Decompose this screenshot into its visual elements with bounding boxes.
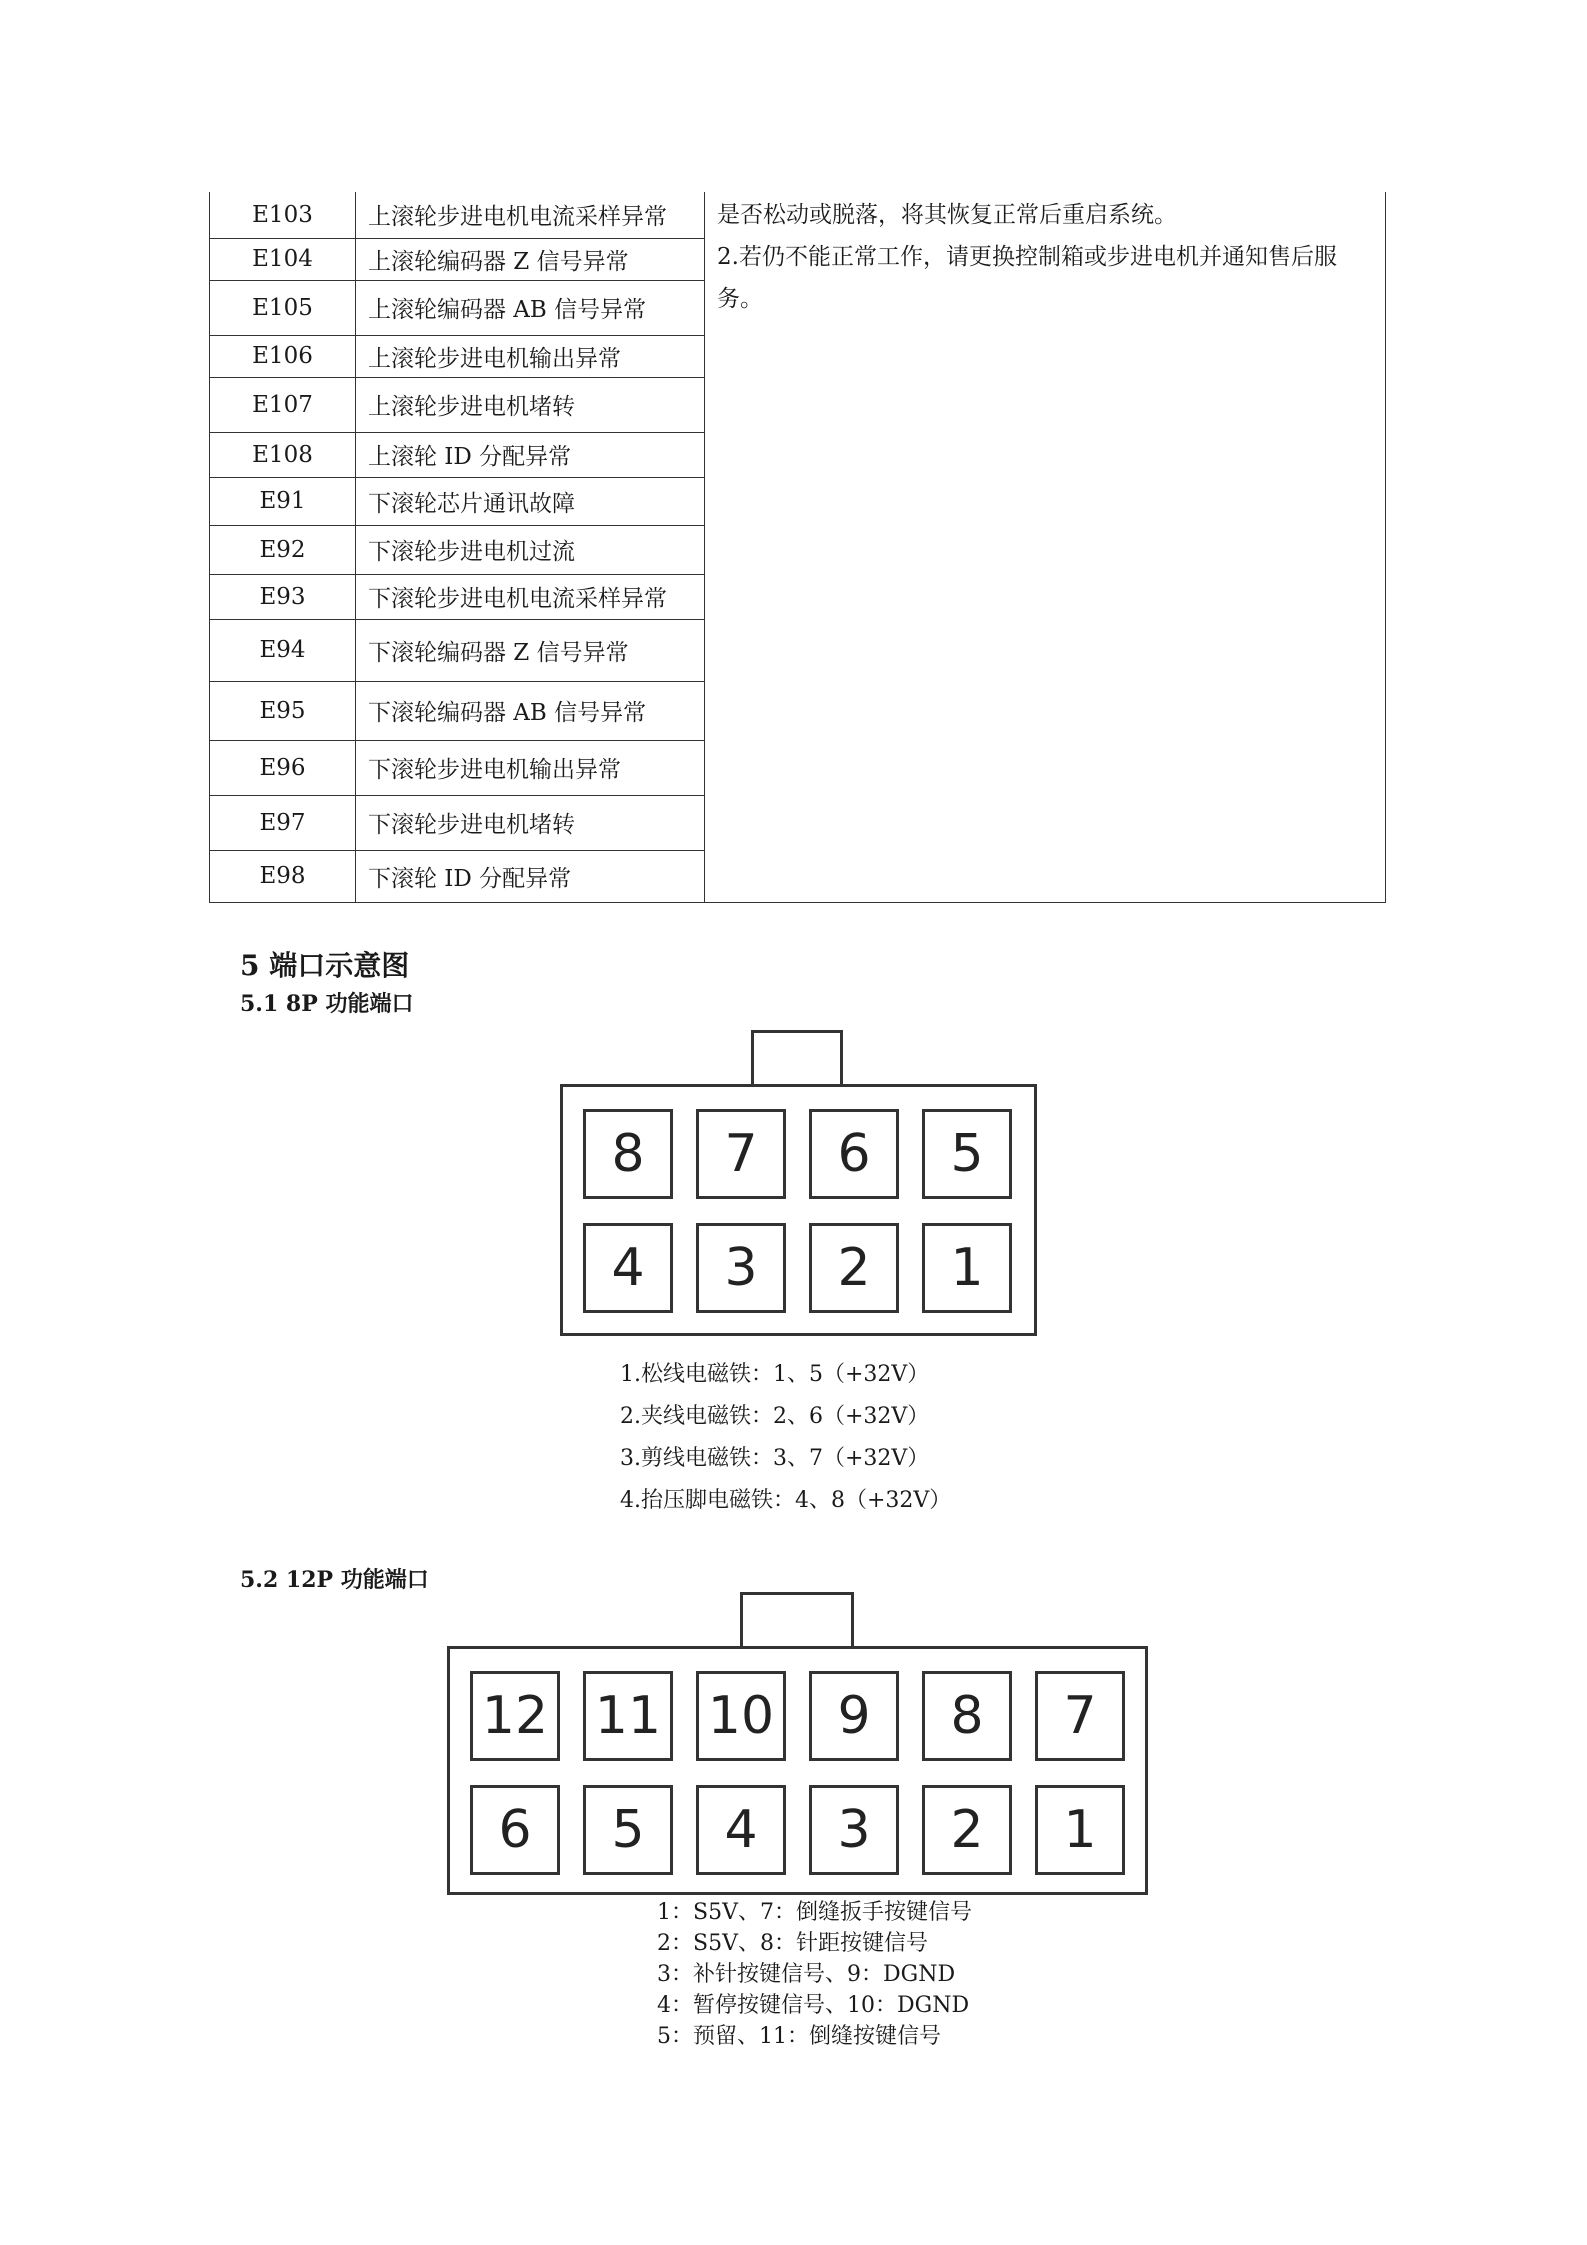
pin-note: 2：S5V、8：针距按键信号	[657, 1931, 928, 1956]
error-code-cell: E93	[210, 574, 356, 619]
port-8p-notes	[620, 1354, 951, 1522]
pin-note: 3：补针按键信号、9：DGND	[657, 1962, 956, 1987]
error-code-cell: E105	[210, 280, 356, 335]
error-code-cell: E98	[210, 850, 356, 902]
error-code-cell: E106	[210, 335, 356, 377]
connector-pin: 7	[696, 1109, 786, 1199]
pin-note: 1.松线电磁铁：1、5（+32V）	[620, 1362, 930, 1387]
connector-pin: 7	[1035, 1671, 1125, 1761]
error-code-cell: E92	[210, 525, 356, 574]
error-description-cell: 下滚轮芯片通讯故障	[356, 477, 705, 525]
error-description-cell: 上滚轮步进电机输出异常	[356, 335, 705, 377]
pin-note: 4：暂停按键信号、10：DGND	[657, 1993, 970, 2018]
connector-pin: 10	[696, 1671, 786, 1761]
connector-pin: 9	[809, 1671, 899, 1761]
connector-pin: 3	[696, 1223, 786, 1313]
port-12p-notes	[657, 1897, 972, 2052]
connector-8p-diagram	[560, 1030, 1037, 1336]
connector-pin: 8	[922, 1671, 1012, 1761]
connector-8p-latch	[751, 1030, 843, 1086]
error-description-cell: 下滚轮步进电机堵转	[356, 795, 705, 850]
connector-pin: 11	[583, 1671, 673, 1761]
connector-pin: 2	[922, 1785, 1012, 1875]
error-code-cell: E96	[210, 740, 356, 795]
connector-12p-latch	[740, 1592, 854, 1648]
connector-pin: 5	[922, 1109, 1012, 1199]
subsection-title-8p: 5.1 8P 功能端口	[240, 991, 414, 1017]
connector-pin: 1	[922, 1223, 1012, 1313]
error-description-cell: 上滚轮 ID 分配异常	[356, 432, 705, 477]
error-code-cell: E107	[210, 377, 356, 432]
connector-pin: 6	[809, 1109, 899, 1199]
error-code-cell: E103	[210, 192, 356, 238]
error-code-cell: E91	[210, 477, 356, 525]
connector-pin: 5	[583, 1785, 673, 1875]
connector-pin: 4	[696, 1785, 786, 1875]
error-description-cell: 下滚轮编码器 Z 信号异常	[356, 619, 705, 681]
error-code-cell: E108	[210, 432, 356, 477]
pin-note: 3.剪线电磁铁：3、7（+32V）	[620, 1446, 930, 1471]
error-description-cell: 上滚轮步进电机电流采样异常	[356, 192, 705, 238]
error-description-cell: 下滚轮编码器 AB 信号异常	[356, 681, 705, 740]
subsection-title-12p: 5.2 12P 功能端口	[240, 1567, 429, 1593]
connector-pin: 8	[583, 1109, 673, 1199]
error-code-table	[209, 192, 1386, 903]
error-description-cell: 下滚轮步进电机过流	[356, 525, 705, 574]
pin-note: 2.夹线电磁铁：2、6（+32V）	[620, 1404, 930, 1429]
pin-note: 4.抬压脚电磁铁：4、8（+32V）	[620, 1488, 952, 1513]
pin-note: 5：预留、11：倒缝按键信号	[657, 2024, 941, 2049]
connector-pin: 1	[1035, 1785, 1125, 1875]
connector-pin: 6	[470, 1785, 560, 1875]
error-code-cell: E97	[210, 795, 356, 850]
connector-pin: 4	[583, 1223, 673, 1313]
error-description-cell: 上滚轮编码器 Z 信号异常	[356, 238, 705, 280]
error-code-cell: E104	[210, 238, 356, 280]
connector-pin: 12	[470, 1671, 560, 1761]
connector-pin: 3	[809, 1785, 899, 1875]
error-description-cell: 下滚轮步进电机电流采样异常	[356, 574, 705, 619]
remedy-line: 是否松动或脱落，将其恢复正常后重启系统。	[717, 202, 1177, 228]
error-code-cell: E95	[210, 681, 356, 740]
section-title-ports: 5 端口示意图	[240, 949, 410, 982]
pin-note: 1：S5V、7：倒缝扳手按键信号	[657, 1900, 972, 1925]
table-row	[210, 192, 1386, 238]
error-code-cell: E94	[210, 619, 356, 681]
error-description-cell: 上滚轮编码器 AB 信号异常	[356, 280, 705, 335]
remedy-cell	[705, 192, 1386, 902]
error-description-cell: 下滚轮 ID 分配异常	[356, 850, 705, 902]
connector-pin: 2	[809, 1223, 899, 1313]
remedy-line: 2.若仍不能正常工作，请更换控制箱或步进电机并通知售后服务。	[717, 244, 1337, 312]
connector-12p-diagram	[447, 1592, 1148, 1895]
error-description-cell: 上滚轮步进电机堵转	[356, 377, 705, 432]
error-description-cell: 下滚轮步进电机输出异常	[356, 740, 705, 795]
